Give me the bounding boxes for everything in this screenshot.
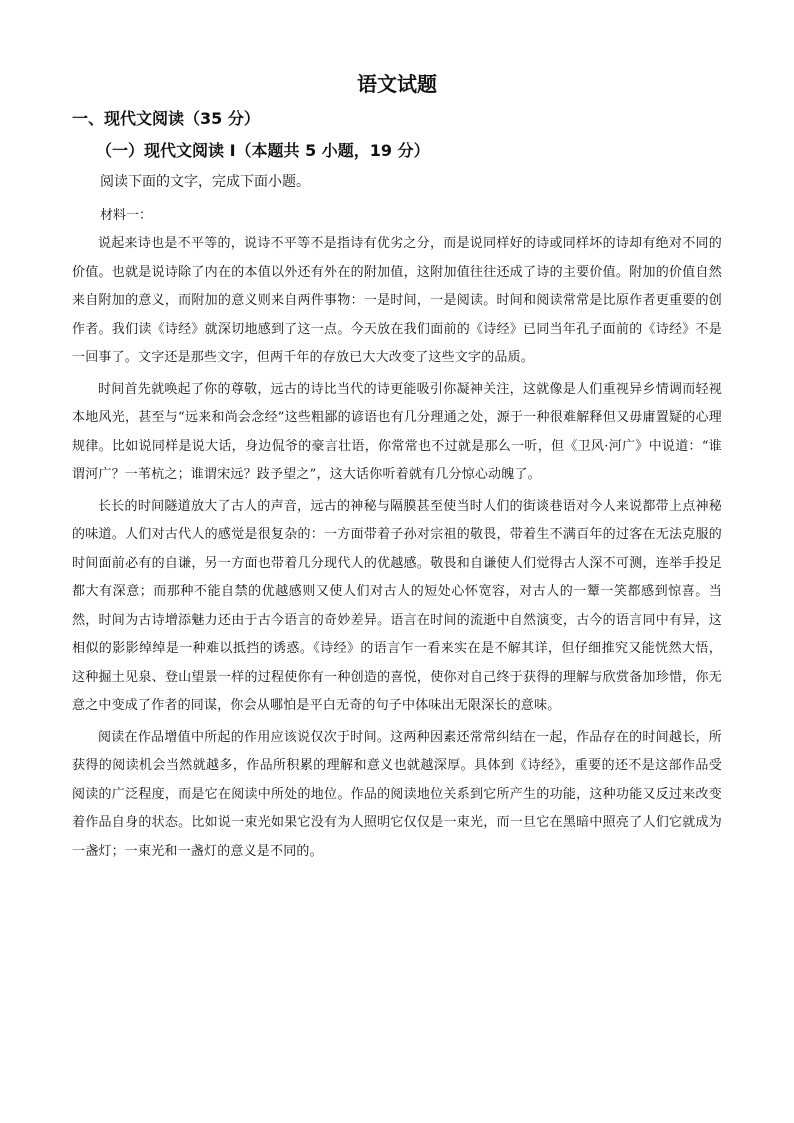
paragraph: 说起来诗也是不平等的，说诗不平等不是指诗有优劣之分，而是说同样好的诗或同样坏的诗却有绝对不同的价值。也就是说诗除了内在的本值以外还有外在的附加值，这附加值往往还成了诗的主要价值。附加的价值自然来自附加的意义，而附加的意义则来自两件事物：一是时间，一是阅读。时间和阅读常常是比原作者更重要的创作者。我们读《诗经》就深切地感到了这一点。今天放在我们面前的《诗经》已同当年孔子面前的《诗经》不是一回事了。文字还是那些文字，但两千年的存放已大大改变了这些文字的品质。 [72, 236, 722, 365]
reading-instruction: 阅读下面的文字，完成下面小题。 [100, 174, 310, 190]
page-title: 语文试题 [357, 72, 437, 96]
section-heading: 一、现代文阅读（35 分） [72, 109, 260, 128]
paragraph: 阅读在作品增值中所起的作用应该说仅次于时间。这两种因素还常常纠结在一起，作品存在的时间越长，所获得的阅读机会当然就越多，作品所积累的理解和意义也就越深厚。具体到《诗经》，重要的还不是这部作品受阅读的广泛程度，而是它在阅读中所处的地位。作品的阅读地位关系到它所产生的功能，这种功能又反过来改变着作品自身的状态。比如说一束光如果它没有为人照明它仅仅是一束光，而一旦它在黑暗中照亮了人们它就成为一盏灯；一束光和一盏灯的意义是不同的。 [72, 729, 722, 859]
paragraph: 时间首先就唤起了你的尊敬，远古的诗比当代的诗更能吸引你凝神关注，这就像是人们重视异乡情调而轻视本地风光，甚至与“远来和尚会念经”这些粗鄙的谚语也有几分理通之处，源于一种很难解释但又毋庸置疑的心理规律。比如说同样是说大话，身边侃爷的豪言壮语，你常常也不过就是那么一听，但《卫风·河广》中说道：“谁谓河广？一苇杭之；谁谓宋远？跂予望之”，这大话你听着就有几分惊心动魄了。 [72, 381, 722, 482]
article-body [72, 230, 722, 869]
paragraph: 长长的时间隧道放大了古人的声音，远古的神秘与隔膜甚至使当时人们的街谈巷语对今人来说都带上点神秘的味道。人们对古代人的感觉是很复杂的：一方面带着子孙对宗祖的敬畏，带着生不满百年的过客在无法克服的时间面前必有的自谦，另一方面也带着几分现代人的优越感。敬畏和自谦使人们觉得古人深不可测，连举手投足都大有深意；而那种不能自禁的优越感则又使人们对古人的短处心怀宽容，对古人的一颦一笑都感到惊喜。当然，时间为古诗增添魅力还由于古今语言的奇妙差异。语言在时间的流逝中自然演变，古今的语言同中有异，这相似的影影绰绰是一种难以抵挡的诱惑。《诗经》的语言乍一看来实在是不解其详，但仔细推究又能恍然大悟，这种掘土见泉、登山望景一样的过程使你有一种创造的喜悦，使你对自己终于获得的理解与欣赏备加珍惜，你无意之中变成了作者的同谋，你会从哪怕是平白无奇的句子中体味出无限深长的意味。 [72, 498, 722, 713]
subsection-heading: （一）现代文阅读 I（本题共 5 小题，19 分） [96, 141, 430, 160]
material-label: 材料一： [100, 208, 153, 223]
